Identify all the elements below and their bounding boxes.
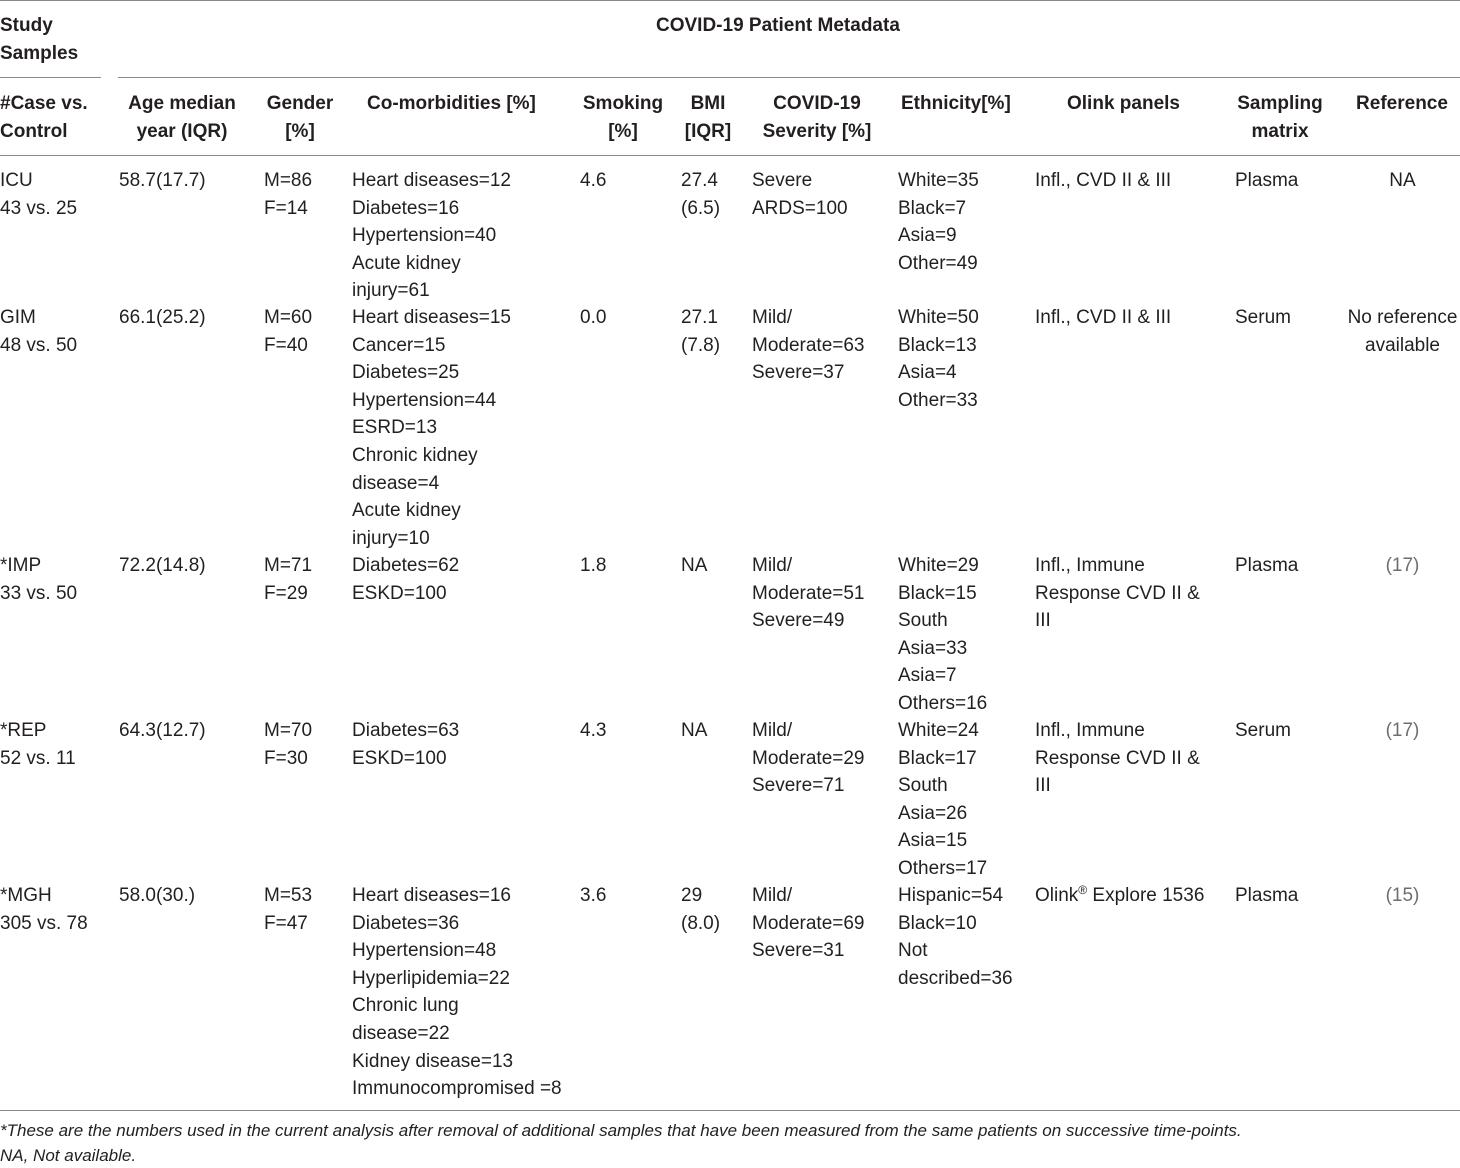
cell-severity: Mild/ Moderate=69 Severe=31 (752, 885, 865, 962)
metadata-underline (118, 77, 1460, 78)
cell-reference (1345, 882, 1460, 910)
cell-comorbidities: Diabetes=62 ESKD=100 (352, 555, 460, 604)
cell-bmi: 27.4 (6.5) (681, 170, 721, 219)
col-header-sampling-matrix: Sampling matrix (1237, 93, 1323, 142)
cell-ethnicity: Hispanic=54 Black=10 Not described=36 (898, 885, 1013, 989)
footnote-asterisk: *These are the numbers used in the current analysis after removal of additional samples that have been measured from the same patients on successive time-points. (0, 1121, 1242, 1140)
cell-comorbidities: Heart diseases=15 Cancer=15 Diabetes=25 Hypertension=44 ESRD=13 Chronic kidney disease=4 Acute kidney injury=10 (352, 307, 511, 549)
cell-study: *REP 52 vs. 11 (0, 720, 76, 769)
cell-sampling-matrix: Serum (1235, 307, 1291, 328)
cell-ethnicity: White=50 Black=13 Asia=4 Other=33 (898, 307, 979, 411)
table-bottom-rule (0, 1110, 1460, 1111)
reference-link[interactable]: (17) (1385, 720, 1420, 741)
header-bottom-rule (0, 155, 1460, 156)
col-header-gender: Gender [%] (266, 93, 334, 142)
cell-gender: M=60 F=40 (264, 307, 313, 356)
cell-study: *IMP 33 vs. 50 (0, 555, 78, 604)
cell-smoking: 4.3 (580, 720, 607, 741)
cell-smoking: 3.6 (580, 885, 607, 906)
col-header-severity: COVID-19 Severity [%] (762, 93, 872, 142)
cell-olink-panels: Infl., Immune Response CVD II & III (1035, 720, 1200, 797)
study-samples-underline (0, 77, 101, 78)
cell-bmi: NA (681, 720, 708, 741)
col-header-ethnicity: Ethnicity[%] (901, 93, 1011, 114)
cell-smoking: 4.6 (580, 170, 607, 191)
cell-severity: Severe ARDS=100 (752, 170, 848, 219)
cell-sampling-matrix: Plasma (1235, 885, 1299, 906)
cell-gender: M=53 F=47 (264, 885, 313, 934)
cell-ethnicity: White=29 Black=15 South Asia=33 Asia=7 Others=16 (898, 555, 988, 714)
col-header-age: Age median year (IQR) (128, 93, 236, 142)
study-samples-header: Study Samples (0, 15, 79, 64)
cell-sampling-matrix: Serum (1235, 720, 1291, 741)
cell-olink-panels: Infl., CVD II & III (1035, 170, 1172, 191)
cell-age: 72.2(14.8) (119, 555, 206, 576)
metadata-title: COVID-19 Patient Metadata (656, 15, 900, 36)
col-header-olink-panels: Olink panels (1067, 93, 1180, 114)
cell-age: 58.0(30.) (119, 885, 196, 906)
cell-reference (1345, 717, 1460, 745)
cell-study: *MGH 305 vs. 78 (0, 885, 88, 934)
cell-bmi: NA (681, 555, 708, 576)
reference-link[interactable]: (17) (1385, 555, 1420, 576)
cell-study: ICU 43 vs. 25 (0, 170, 78, 219)
cell-severity: Mild/ Moderate=63 Severe=37 (752, 307, 865, 384)
col-header-case-vs-control: #Case vs. Control (0, 93, 88, 142)
cell-olink-panels: Infl., Immune Response CVD II & III (1035, 555, 1200, 632)
cell-severity: Mild/ Moderate=29 Severe=71 (752, 720, 865, 797)
cell-comorbidities: Heart diseases=12 Diabetes=16 Hypertension=40 Acute kidney injury=61 (352, 170, 511, 302)
footnote-na: NA, Not available. (0, 1146, 137, 1165)
col-header-reference: Reference (1356, 93, 1448, 114)
cell-olink-panels: Olink® Explore 1536 (1035, 883, 1205, 906)
cell-bmi: 27.1 (7.8) (681, 307, 721, 356)
cell-gender: M=71 F=29 (264, 555, 313, 604)
cell-study: GIM 48 vs. 50 (0, 307, 78, 356)
cell-reference: NA (1389, 170, 1416, 191)
col-header-bmi: BMI [IQR] (684, 93, 732, 142)
cell-olink-panels: Infl., CVD II & III (1035, 307, 1172, 328)
top-rule (0, 0, 1460, 1)
cell-sampling-matrix: Plasma (1235, 170, 1299, 191)
cell-reference (1345, 552, 1460, 580)
cell-smoking: 1.8 (580, 555, 607, 576)
cell-gender: M=86 F=14 (264, 170, 313, 219)
cell-bmi: 29 (8.0) (681, 885, 721, 934)
cell-comorbidities: Diabetes=63 ESKD=100 (352, 720, 460, 769)
cell-gender: M=70 F=30 (264, 720, 313, 769)
cell-age: 66.1(25.2) (119, 307, 206, 328)
cell-severity: Mild/ Moderate=51 Severe=49 (752, 555, 865, 632)
col-header-comorbidities: Co-morbidities [%] (367, 93, 536, 114)
cell-sampling-matrix: Plasma (1235, 555, 1299, 576)
cell-age: 58.7(17.7) (119, 170, 206, 191)
cell-comorbidities: Heart diseases=16 Diabetes=36 Hypertension=48 Hyperlipidemia=22 Chronic lung disease=22 Kidney disease=13 Immunocompromised =8 (352, 885, 562, 1100)
cell-smoking: 0.0 (580, 307, 607, 328)
cell-age: 64.3(12.7) (119, 720, 206, 741)
cell-ethnicity: White=24 Black=17 South Asia=26 Asia=15 Others=17 (898, 720, 988, 879)
cell-reference: No reference available (1347, 307, 1458, 356)
reference-link[interactable]: (15) (1385, 885, 1420, 906)
cell-ethnicity: White=35 Black=7 Asia=9 Other=49 (898, 170, 979, 274)
col-header-smoking: Smoking [%] (582, 93, 664, 142)
